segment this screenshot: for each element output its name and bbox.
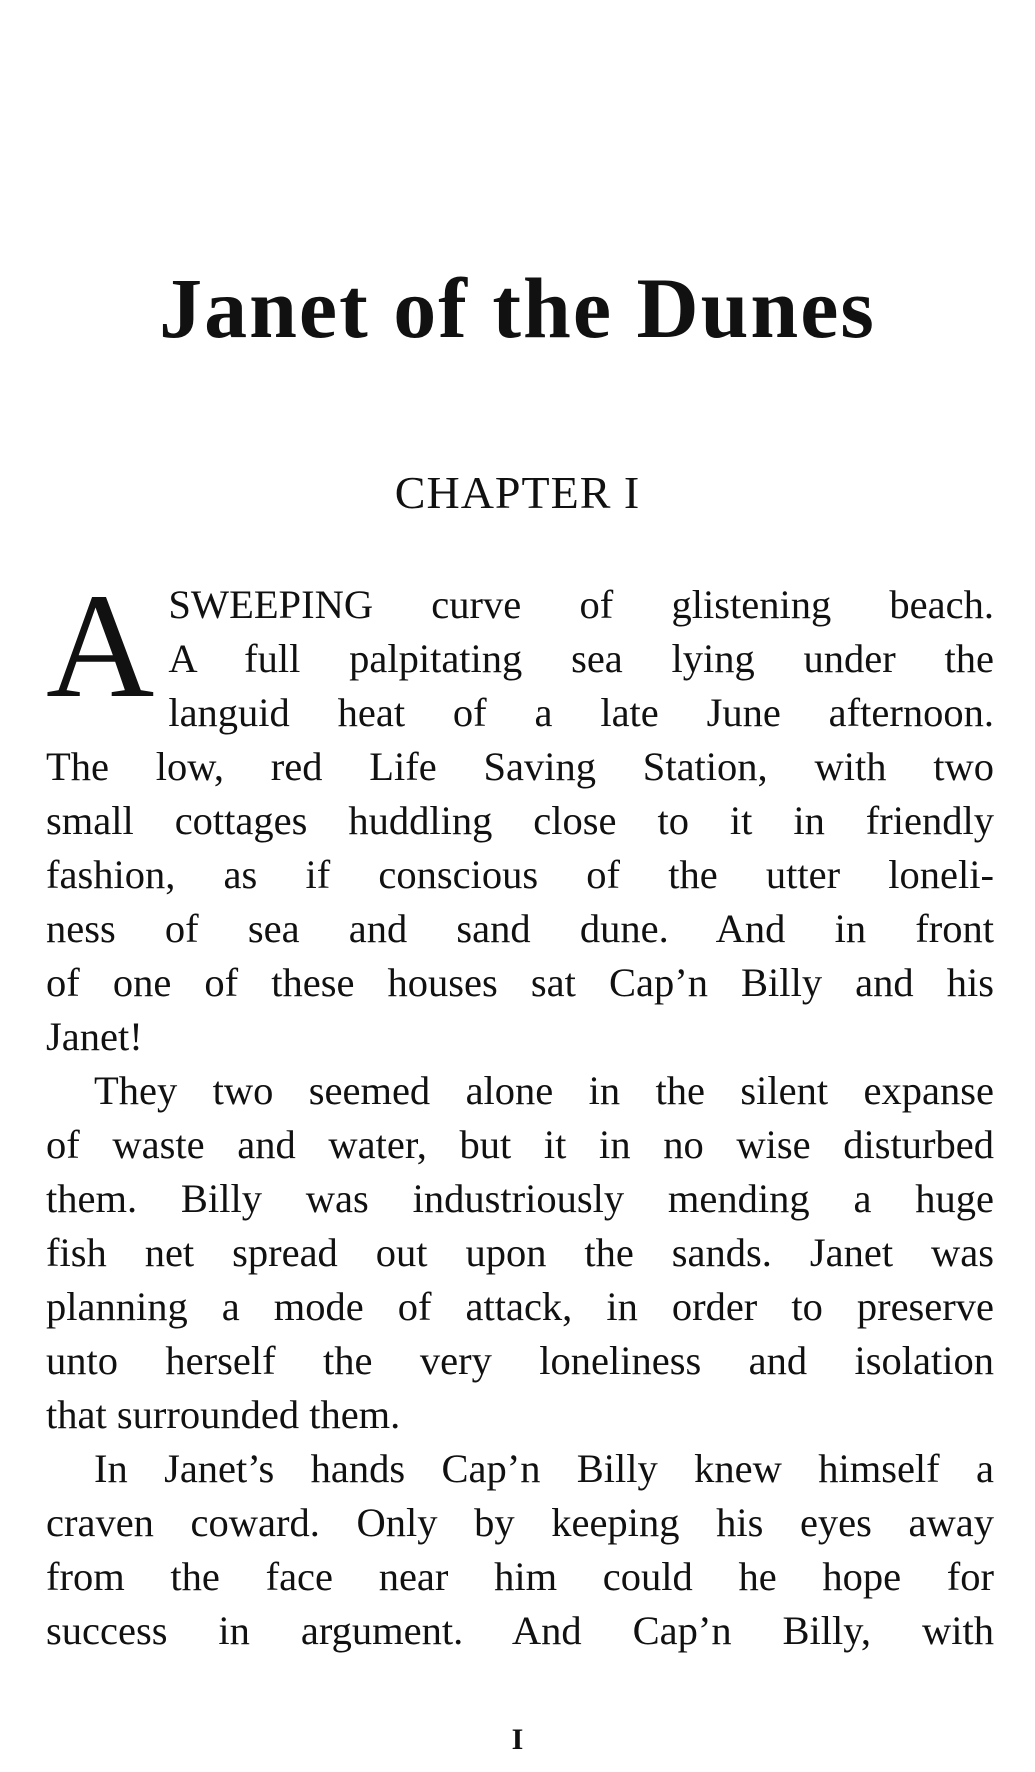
text-line: craven coward. Only by keeping his eyes away: [46, 1500, 994, 1545]
text-line: planning a mode of attack, in order to preserve: [46, 1284, 994, 1329]
text-line: Janet!: [46, 1014, 143, 1059]
text-line: ness of sea and sand dune. And in front: [46, 906, 994, 951]
chapter-body: [46, 563, 994, 1658]
text-line: of one of these houses sat Cap’n Billy and his: [46, 960, 994, 1005]
text-line: from the face near him could he hope for: [46, 1554, 994, 1599]
text-line: of waste and water, but it in no wise disturbed: [46, 1122, 994, 1167]
chapter-heading: CHAPTER I: [394, 467, 641, 518]
paragraph-1: [46, 563, 994, 1064]
text-line: unto herself the very loneliness and isolation: [46, 1338, 994, 1383]
text-line: In Janet’s hands Cap’n Billy knew himself a: [94, 1446, 994, 1491]
drop-cap: A: [46, 563, 155, 729]
text-line: that surrounded them.: [46, 1392, 401, 1437]
paragraph-3: [46, 1442, 994, 1658]
text-line: fish net spread out upon the sands. Janet was: [46, 1230, 994, 1275]
text-line: them. Billy was industriously mending a huge: [46, 1176, 994, 1221]
paragraph-2: [46, 1064, 994, 1442]
text-line: languid heat of a late June afternoon.: [168, 690, 994, 735]
text-line: fashion, as if conscious of the utter loneli-: [46, 852, 994, 897]
text-line: The low, red Life Saving Station, with two: [46, 744, 994, 789]
text-line: small cottages huddling close to it in friendly: [46, 798, 994, 843]
book-title: Janet of the Dunes: [159, 260, 876, 356]
text-line: They two seemed alone in the silent expanse: [94, 1068, 994, 1113]
text-line: A full palpitating sea lying under the: [168, 636, 994, 681]
text-line: SWEEPING curve of glistening beach.: [168, 582, 994, 627]
text-line: success in argument. And Cap’n Billy, with: [46, 1608, 994, 1653]
page-number: I: [511, 1723, 524, 1756]
